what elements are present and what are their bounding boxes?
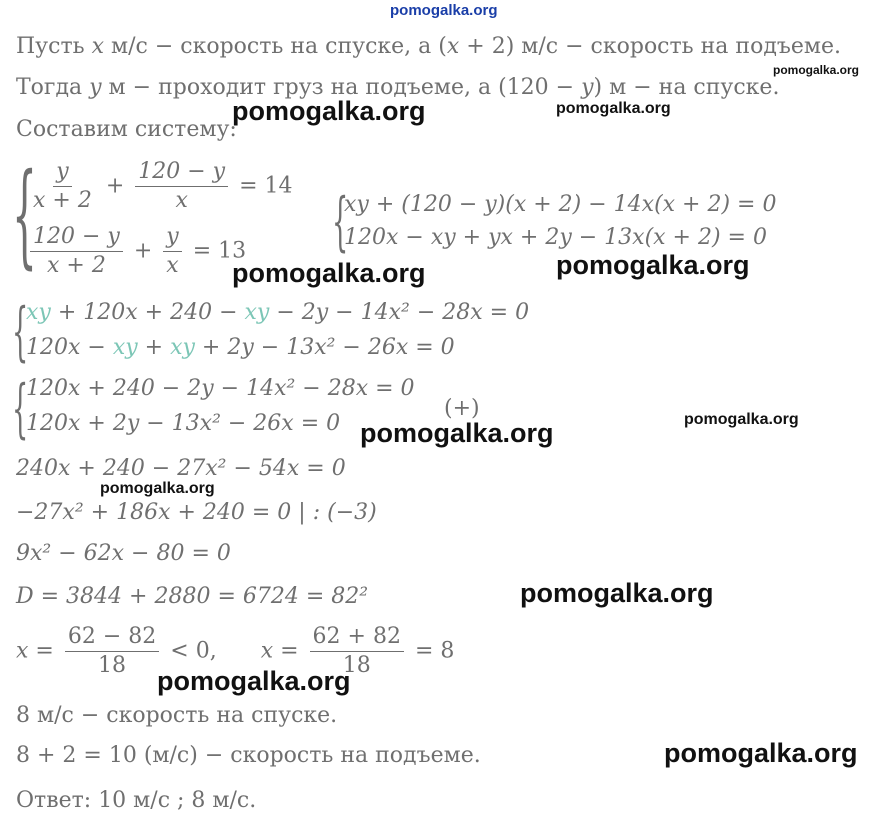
system1-eq1: $\frac{y}{x + 2}$ + $\frac{120 - y}{x}$ = 14 [26, 160, 293, 213]
system2-eq2: 120x − xy + xy + 2y − 13x² − 26x = 0 [26, 335, 455, 360]
watermark: pomogalka.org [773, 63, 860, 77]
watermark: pomogalka.org [664, 738, 858, 768]
answer-final: Ответ: 10 м/с ; 8 м/с. [16, 788, 257, 813]
watermark: pomogalka.org [157, 666, 351, 696]
fraction: $\frac{y}{x + 2}$ [33, 159, 92, 214]
fraction: $\frac{y}{x}$ [163, 225, 181, 278]
fraction: $\frac{62 - 82}{18}$ [65, 625, 159, 678]
equation-3: 9x² − 62x − 80 = 0 [16, 541, 231, 566]
fraction: $\frac{120 - y}{x + 2}$ [30, 225, 123, 278]
plus-mark: (+) [444, 396, 480, 421]
system-brace: { [12, 295, 29, 369]
intro-line-1: Пусть x м/с − скорость на спуске, а (x + 2) м/с − скорость на подъеме. [16, 34, 842, 59]
answer-line-2: 8 + 2 = 10 (м/с) − скорость на подъеме. [16, 743, 481, 768]
system1-right-eq2: 120x − xy + yx + 2y − 13x(x + 2) = 0 [344, 225, 767, 250]
roots-line: x = $\frac{62 - 82}{18}$ < 0, x = $\frac{62 + 82}{18}$ = 8 [16, 624, 455, 679]
intro-line-2: Тогда y м − проходит груз на подъеме, а (120 − y) м − на спуске. [16, 75, 780, 100]
system-brace: { [332, 185, 349, 259]
system-brace: { [12, 150, 37, 280]
system1-right-eq1: xy + (120 − y)(x + 2) − 14x(x + 2) = 0 [344, 192, 777, 217]
watermark: pomogalka.org [556, 100, 671, 117]
equation-1: 240x + 240 − 27x² − 54x = 0 [16, 456, 346, 481]
system3-eq1: 120x + 240 − 2y − 14x² − 28x = 0 [26, 376, 415, 401]
watermark: pomogalka.org [232, 258, 426, 288]
watermark: pomogalka.org [520, 578, 714, 608]
answer-line-1: 8 м/с − скорость на спуске. [16, 703, 338, 728]
discriminant: D = 3844 + 2880 = 6724 = 82² [16, 584, 369, 609]
intro-line-3: Составим систему: [16, 117, 237, 142]
site-header[interactable]: pomogalka.org [390, 2, 498, 19]
fraction: $\frac{120 - y}{x}$ [135, 160, 228, 213]
watermark: pomogalka.org [232, 96, 426, 126]
watermark: pomogalka.org [556, 250, 750, 280]
system3-eq2: 120x + 2y − 13x² − 26x = 0 [26, 411, 341, 436]
fraction: $\frac{62 + 82}{18}$ [310, 625, 404, 678]
equation-2: −27x² + 186x + 240 = 0 | : (−3) [16, 500, 377, 525]
watermark: pomogalka.org [684, 411, 799, 428]
watermark: pomogalka.org [360, 418, 554, 448]
system2-eq1: xy + 120x + 240 − xy − 2y − 14x² − 28x = 0 [26, 300, 530, 325]
watermark: pomogalka.org [100, 480, 215, 497]
system1-eq2: $\frac{120 - y}{x + 2}$ + $\frac{y}{x}$ = 13 [26, 225, 246, 278]
system-brace: { [12, 372, 29, 446]
